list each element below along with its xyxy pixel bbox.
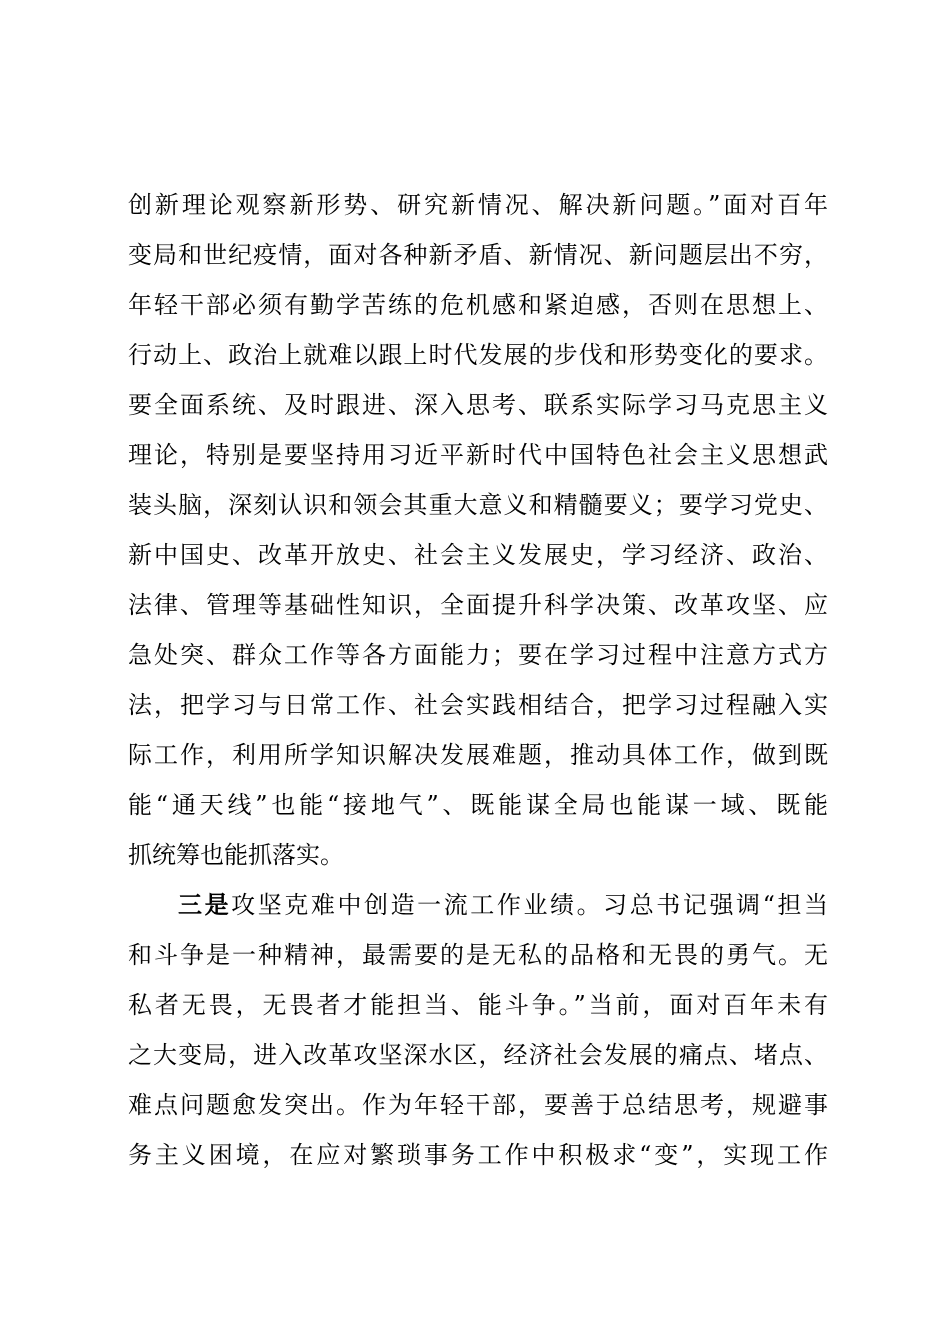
paragraph-2-line-1 [178, 887, 828, 923]
paragraph-1-line-13: 能“通天线”也能“接地气”、既能谋全局也能谋一域、既能 [128, 791, 828, 819]
paragraph-2-line-2: 和斗争是一种精神，最需要的是无私的品格和无畏的勇气。无 [128, 941, 828, 969]
paragraph-1-line-3: 年轻干部必须有勤学苦练的危机感和紧迫感，否则在思想上、 [128, 291, 828, 319]
paragraph-1-line-8: 新中国史、改革开放史、社会主义发展史，学习经济、政治、 [128, 541, 828, 569]
paragraph-2-lead-bold: 三是 [178, 890, 232, 919]
paragraph-1-line-11: 法，把学习与日常工作、社会实践相结合，把学习过程融入实 [128, 691, 828, 719]
paragraph-1-line-2: 变局和世纪疫情，面对各种新矛盾、新情况、新问题层出不穷， [128, 241, 828, 269]
paragraph-2-line-6: 务主义困境，在应对繁琐事务工作中积极求“变”，实现工作 [128, 1141, 828, 1169]
paragraph-2-line-4: 之大变局，进入改革攻坚深水区，经济社会发展的痛点、堵点、 [128, 1041, 828, 1069]
paragraph-2-line-5: 难点问题愈发突出。作为年轻干部，要善于总结思考，规避事 [128, 1091, 828, 1119]
paragraph-1-line-7: 装头脑，深刻认识和领会其重大意义和精髓要义；要学习党史、 [128, 491, 828, 519]
paragraph-2-lead-rest: 攻坚克难中创造一流工作业绩。习总书记强调“担当 [231, 891, 828, 919]
paragraph-2-line-3: 私者无畏，无畏者才能担当、能斗争。”当前，面对百年未有 [128, 991, 828, 1019]
paragraph-1-line-14: 抓统筹也能抓落实。 [128, 841, 344, 869]
paragraph-1-line-6: 理论，特别是要坚持用习近平新时代中国特色社会主义思想武 [128, 441, 828, 469]
paragraph-1-line-12: 际工作，利用所学知识解决发展难题，推动具体工作，做到既 [128, 741, 828, 769]
paragraph-1-line-4: 行动上、政治上就难以跟上时代发展的步伐和形势变化的要求。 [128, 341, 828, 369]
paragraph-1-line-1: 创新理论观察新形势、研究新情况、解决新问题。”面对百年 [128, 191, 828, 219]
paragraph-1-line-10: 急处突、群众工作等各方面能力；要在学习过程中注意方式方 [128, 641, 828, 669]
paragraph-1-line-9: 法律、管理等基础性知识，全面提升科学决策、改革攻坚、应 [128, 591, 828, 619]
paragraph-1-line-5: 要全面系统、及时跟进、深入思考、联系实际学习马克思主义 [128, 391, 828, 419]
